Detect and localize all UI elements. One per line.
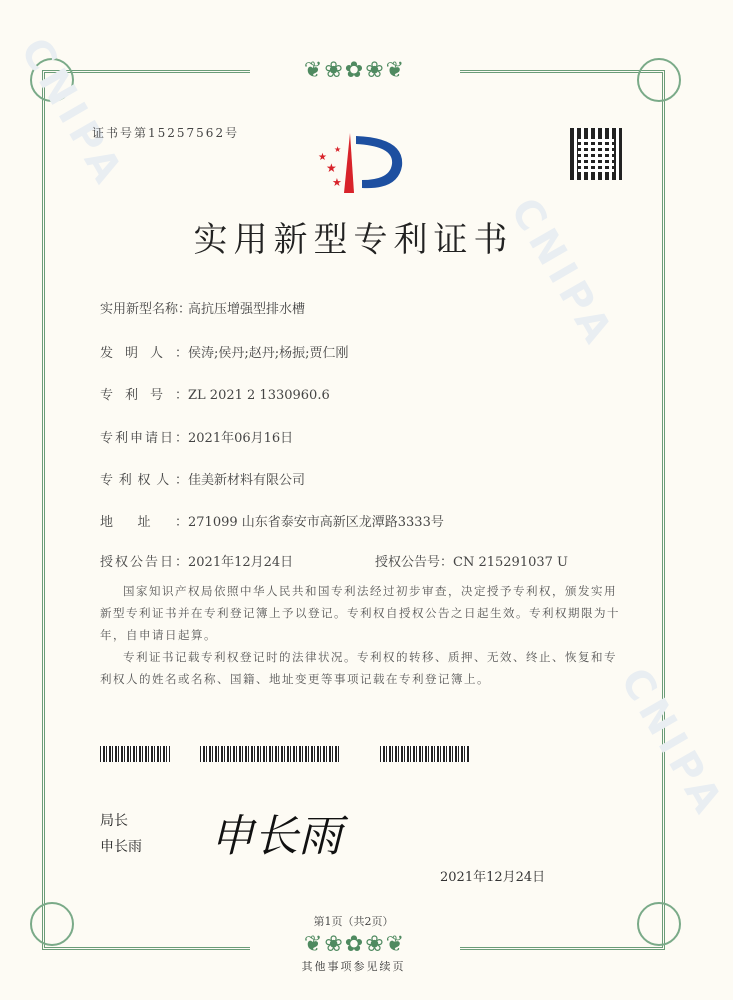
field-address: 地址：271099 山东省泰安市高新区龙潭路3333号 (100, 515, 444, 530)
certificate-title: 实用新型专利证书 (193, 220, 514, 260)
field-patent-number: 专利号：ZL 2021 2 1330960.6 (100, 388, 330, 403)
qr-code (570, 128, 622, 180)
certificate-border (42, 70, 665, 950)
footer-note: 其他事项参见续页 (301, 960, 406, 973)
watermark: CNIPA (11, 30, 134, 196)
page-info: 第1页（共2页） (313, 915, 394, 928)
barcode (380, 746, 470, 762)
director-signature: 申长雨 (210, 811, 342, 862)
svg-text:★: ★ (332, 176, 342, 189)
certificate-number: 证书号第15257562号 (92, 126, 240, 140)
svg-text:★: ★ (334, 145, 342, 154)
watermark: CNIPA (501, 190, 624, 356)
watermark: CNIPA (611, 660, 733, 826)
field-utility-model-name: 实用新型名称：高抗压增强型排水槽 (100, 302, 306, 317)
corner-ornament (637, 58, 681, 102)
field-grant-date: 授权公告日：2021年12月24日 (100, 555, 294, 570)
issue-date: 2021年12月24日 (440, 870, 546, 885)
barcode (100, 746, 170, 762)
cnipa-logo (310, 128, 410, 198)
statement-paragraph: 国家知识产权局依照中华人民共和国专利法经过初步审查，决定授予专利权，颁发实用新型专利证书并在专利登记簿上予以登记。专利权自授权公告之日起生效。专利权期限为十年，自申请日起算。 (100, 584, 620, 642)
field-grant-number: 授权公告号：CN 215291037 U (375, 555, 568, 570)
svg-text:★: ★ (326, 161, 337, 175)
top-ornament: ❦❀✿❀❦ (250, 58, 460, 83)
director-name: 申长雨 (100, 839, 142, 855)
director-title: 局长 (100, 813, 128, 829)
bottom-ornament: ❦❀✿❀❦ (250, 932, 460, 957)
barcode (200, 746, 340, 762)
field-inventors: 发明人：侯涛;侯丹;赵丹;杨振;贾仁刚 (100, 346, 349, 361)
field-patentee: 专利权人：佳美新材料有限公司 (100, 473, 306, 488)
field-application-date: 专利申请日：2021年06月16日 (100, 431, 294, 446)
svg-text:★: ★ (318, 152, 327, 163)
statement-paragraph: 专利证书记载专利权登记时的法律状况。专利权的转移、质押、无效、终止、恢复和专利权人的姓名或名称、国籍、地址变更等事项记载在专利登记簿上。 (100, 650, 617, 686)
